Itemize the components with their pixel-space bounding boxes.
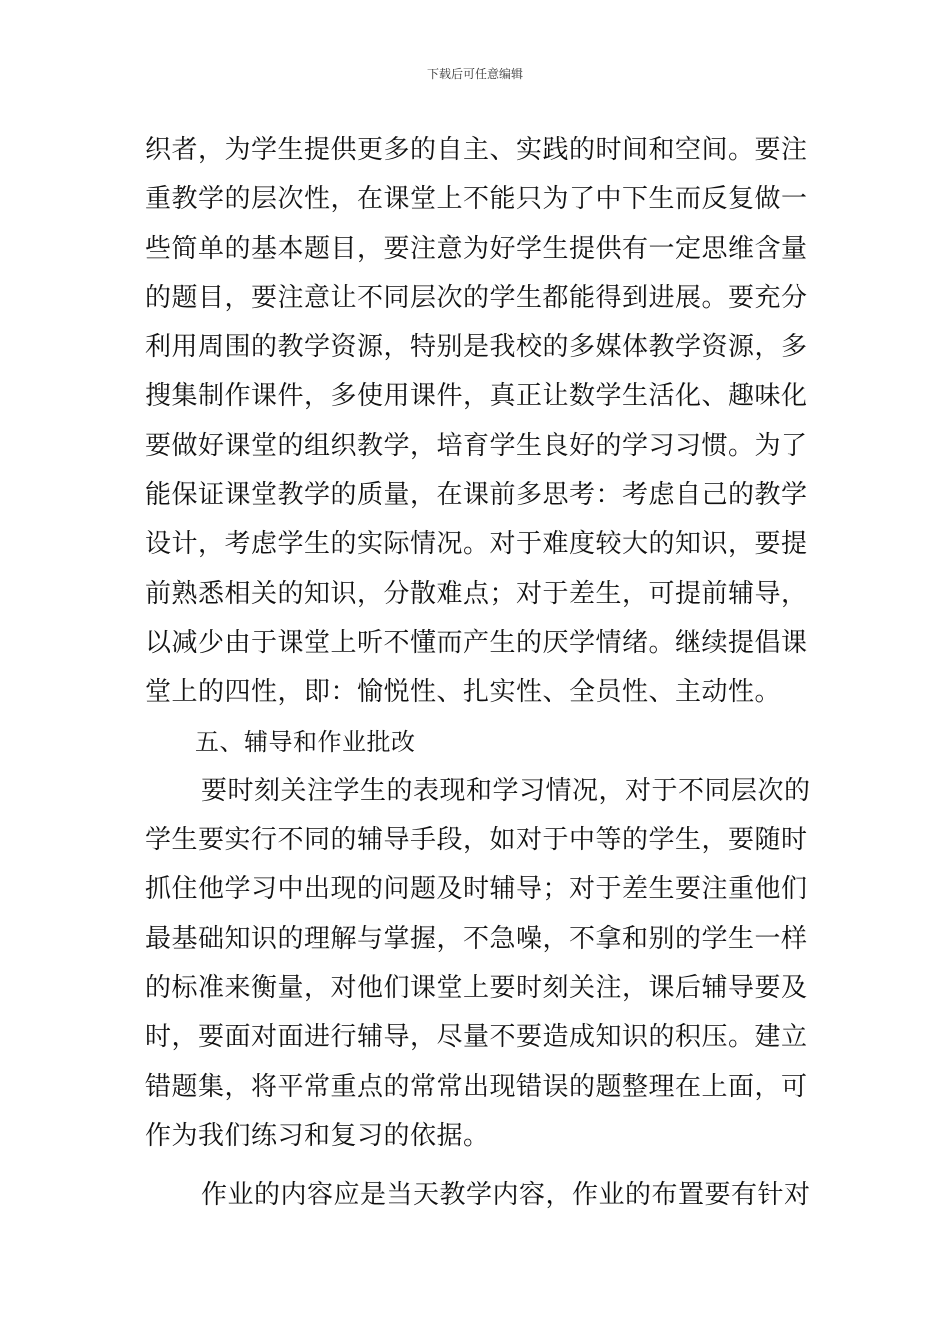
text-line: 的题目，要注意让不同层次的学生都能得到进展。要充分 — [145, 282, 808, 313]
text-line: 要做好课堂的组织教学，培育学生良好的学习习惯。为了 — [145, 430, 808, 461]
text-line: 能保证课堂教学的质量，在课前多思考：考虑自己的教学 — [145, 480, 808, 511]
text-line: 最基础知识的理解与掌握，不急噪，不拿和别的学生一样 — [145, 923, 808, 954]
text-line: 抓住他学习中出现的问题及时辅导；对于差生要注重他们 — [145, 874, 808, 905]
text-line: 织者，为学生提供更多的自主、实践的时间和空间。要注 — [145, 135, 808, 165]
paragraph-gap — [145, 1161, 810, 1171]
text-line: 学生要实行不同的辅导手段，如对于中等的学生，要随时 — [145, 825, 808, 856]
section-heading: 五、辅导和作业批改 — [195, 727, 416, 756]
text-line: 时，要面对面进行辅导，尽量不要造成知识的积压。建立 — [145, 1022, 808, 1053]
text-line: 堂上的四性，即：愉悦性、扎实性、全员性、主动性。 — [145, 677, 782, 708]
text-line: 错题集，将平常重点的常常出现错误的题整理在上面，可 — [145, 1071, 808, 1102]
text-line: 设计，考虑学生的实际情况。对于难度较大的知识，要提 — [145, 529, 808, 560]
text-line: 前熟悉相关的知识，分散难点；对于差生，可提前辅导， — [145, 578, 808, 609]
text-line: 作为我们练习和复习的依据。 — [145, 1120, 490, 1151]
document-body — [145, 126, 810, 1221]
text-line: 些简单的基本题目，要注意为好学生提供有一定思维含量 — [145, 233, 808, 264]
text-line: 重教学的层次性，在课堂上不能只为了中下生而反复做一 — [145, 184, 808, 215]
text-line: 以减少由于课堂上听不懂而产生的厌学情绪。继续提倡课 — [145, 627, 808, 658]
text-line: 要时刻关注学生的表现和学习情况，对于不同层次的 — [201, 775, 811, 806]
text-line: 搜集制作课件，多使用课件，真正让数学生活化、趣味化 — [145, 381, 808, 412]
text-line: 作业的内容应是当天教学内容，作业的布置要有针对 — [201, 1180, 811, 1211]
text-line: 的标准来衡量，对他们课堂上要时刻关注，课后辅导要及 — [145, 973, 808, 1004]
page-header-note: 下载后可任意编辑 — [426, 67, 523, 81]
text-line: 利用周围的教学资源，特别是我校的多媒体教学资源，多 — [145, 332, 808, 363]
